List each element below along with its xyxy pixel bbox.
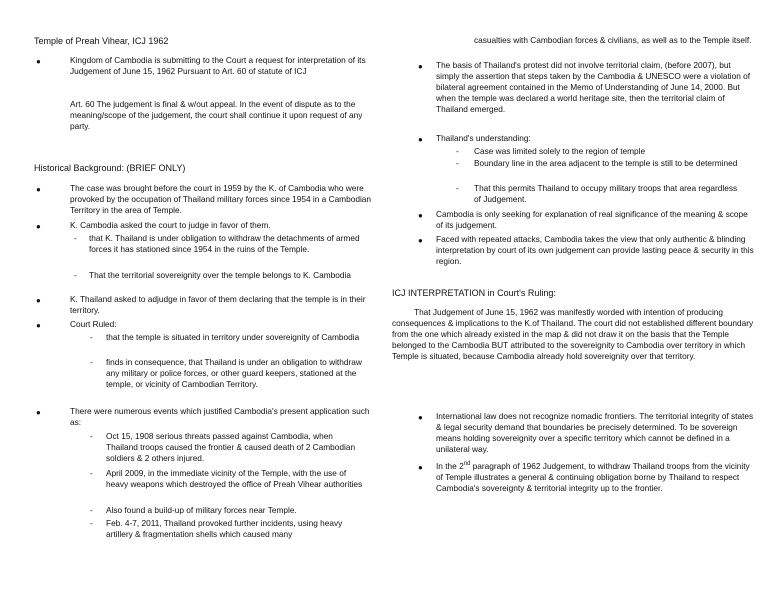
bullet-icon: ● — [36, 408, 41, 417]
dash-icon: - — [74, 270, 77, 280]
historical-bullet-1: The case was brought before the court in 1959 by the K. of Cambodia who were provoked by the occupation of Thailand military forces since 1954 in a Cambodian Territory in the area of Temple. — [70, 183, 372, 215]
dash-icon: - — [90, 357, 93, 367]
dash-icon: - — [90, 431, 93, 441]
document-title: Temple of Preah Vihear, ICJ 1962 — [34, 36, 169, 46]
bullet-icon: ● — [36, 222, 41, 231]
historical-bullet-2-dash-1: that K. Thailand is under obligation to withdraw the detachments of armed forces it has stationed since 1954 in the ruins of the Temple. — [89, 233, 360, 254]
bullet-icon: ● — [36, 57, 41, 66]
ordinal-suffix: nd — [463, 461, 471, 468]
historical-bullet-2: K. Cambodia asked the court to judge in favor of them. — [70, 220, 271, 230]
right-bullet-3: Cambodia is only seeking for explanation of real significance of the meaning & scope of its judgement. — [436, 209, 748, 230]
dash-icon: - — [456, 158, 459, 168]
historical-bullet-2-dash-2: That the territorial sovereignity over the temple belongs to K. Cambodia — [89, 270, 351, 280]
right-bullet-5: International law does not recognize nomadic frontiers. The territorial integrity of states & legal security demand that boundaries be precisely determined. To be sovereign means holding sovereignity over a specific territory which cannot be defined in a unilateral way. — [436, 411, 754, 454]
thailand-understanding-dash-2: Boundary line in the area adjacent to the temple is still to be determined — [474, 158, 738, 168]
historical-bullet-3: K. Thailand asked to adjudge in favor of them declaring that the temple is in their territory. — [70, 294, 366, 315]
continued-text: casualties with Cambodian forces & civilians, as well as to the Temple itself. — [474, 35, 752, 45]
dash-icon: - — [90, 468, 93, 478]
dash-icon: - — [74, 233, 77, 243]
historical-bullet-5: There were numerous events which justified Cambodia's present application such as: — [70, 406, 370, 427]
events-dash-3: Also found a build-up of military forces near Temple. — [106, 505, 297, 515]
bullet-6-lead: In the 2 — [436, 461, 464, 471]
bullet-icon: ● — [36, 321, 41, 330]
intro-bullet-text: Kingdom of Cambodia is submitting to the Court a request for interpretation of its Judgement of June 15, 1962 Pursuant to Art. 60 of statute of ICJ — [70, 55, 366, 76]
bullet-icon: ● — [418, 211, 423, 220]
bullet-icon: ● — [36, 185, 41, 194]
dash-icon: - — [90, 505, 93, 515]
icj-interpretation-heading: ICJ INTERPRETATION in Court's Ruling: — [392, 288, 556, 298]
right-bullet-1: The basis of Thailand's protest did not involve territorial claim, (before 2007), but simply the assertion that steps taken by the Cambodia & UNESCO were a violation of bilateral agreement contained in the Memo of Understanding of June 14, 2000. But when the temple was declared a world heritage site, then the territorial claim of Thailand emerged. — [436, 60, 751, 114]
court-ruled-dash-1: that the temple is situated in territory under sovereignity of Cambodia — [106, 332, 360, 342]
historical-heading: Historical Background: (BRIEF ONLY) — [34, 163, 186, 173]
dash-icon: - — [456, 183, 459, 193]
thailand-understanding-dash-1: Case was limited solely to the region of temple — [474, 146, 646, 156]
bullet-icon: ● — [36, 296, 41, 305]
events-dash-4: Feb. 4-7, 2011, Thailand provoked further incidents, using heavy artillery & fragmentation shells which caused many — [106, 518, 343, 539]
right-bullet-4: Faced with repeated attacks, Cambodia takes the view that only authentic & blinding interpretation by court of its own judgement can provide lasting peace & security in this region. — [436, 234, 754, 266]
right-bullet-6 — [436, 461, 754, 494]
events-dash-2: April 2009, in the immediate vicinity of the Temple, with the use of heavy weapons which destroyed the office of Preah Vihear authorities — [106, 468, 363, 489]
bullet-6-rest: paragraph of 1962 Judgement, to withdraw Thailand troops from the vicinity of Temple illustrates a general & continuing obligation borne by Thailand to respect Cambodia's sovereignty & territorial integrity up to the frontier. — [436, 461, 750, 493]
interpretation-paragraph: That Judgement of June 15, 1962 was manifestly worded with intention of producing consequences & implications to the K.of Thailand. The court did not established different boundary from the one which already existed in the map & did not draw it on the basis that the Temple belonged to the Cambodia BUT attributed to the sovereignity to Cambodia over territory in which Temple is situated, because Cambodia already hold sovereignity over that territory. — [392, 307, 754, 361]
dash-icon: - — [456, 146, 459, 156]
bullet-icon: ● — [418, 236, 423, 245]
bullet-icon: ● — [418, 413, 423, 422]
thailand-understanding-dash-3: That this permits Thailand to occupy military troops that area regardless of Judgement. — [474, 183, 738, 204]
court-ruled-dash-2: finds in consequence, that Thailand is under an obligation to withdraw any military or police forces, or other guard keepers, stationed at the temple, or vicinity of Cambodian Territory. — [106, 357, 362, 389]
events-dash-1: Oct 15, 1908 serious threats passed against Cambodia, when Thailand troops caused the frontier & caused death of 2 Cambodian soldiers & 2 others injured. — [106, 431, 356, 463]
dash-icon: - — [90, 332, 93, 342]
right-bullet-2: Thailand's understanding: — [436, 133, 531, 143]
dash-icon: - — [90, 518, 93, 528]
bullet-icon: ● — [418, 62, 423, 71]
bullet-icon: ● — [418, 463, 423, 472]
art60-paragraph: Art. 60 The judgement is final & w/out appeal. In the event of dispute as to the meaning/scope of the judgement, the court shall continue it upon request of any party. — [70, 99, 363, 131]
bullet-icon: ● — [418, 135, 423, 144]
historical-bullet-4: Court Ruled: — [70, 319, 117, 329]
